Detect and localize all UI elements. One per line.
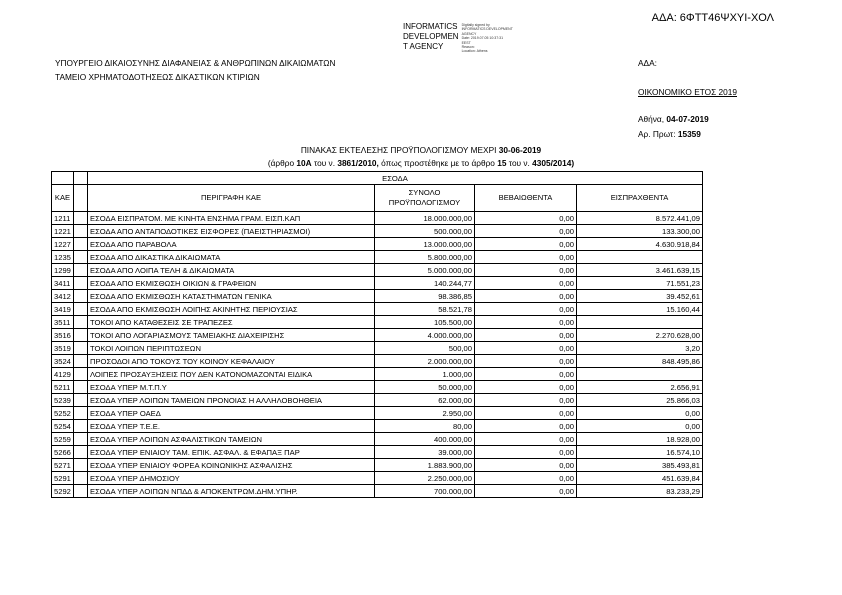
cell-kae: 5271 <box>52 459 74 472</box>
cell-kae: 3519 <box>52 342 74 355</box>
table-row <box>52 264 703 277</box>
cell-verified: 0,00 <box>475 355 577 368</box>
cell-verified: 0,00 <box>475 238 577 251</box>
cell-total-budget: 18.000.000,00 <box>375 212 475 225</box>
cell-description: ΕΣΟΔΑ ΥΠΕΡ ΛΟΙΠΩΝ ΤΑΜΕΙΩΝ ΠΡΟΝΟΙΑΣ Η ΑΛΛΗΛΟΒΟΗΘΕΙΑ <box>88 394 375 407</box>
cell-collected: 15.160,44 <box>577 303 703 316</box>
cell-blank <box>74 446 88 459</box>
cell-total-budget: 2.950,00 <box>375 407 475 420</box>
cell-description: ΠΡΟΣΟΔΟΙ ΑΠΟ ΤΟΚΟΥΣ ΤΟΥ ΚΟΙΝΟΥ ΚΕΦΑΛΑΙΟΥ <box>88 355 375 368</box>
cell-blank <box>74 316 88 329</box>
stamp-org-line: T AGENCY <box>403 42 444 51</box>
table-row <box>52 290 703 303</box>
table-row <box>52 342 703 355</box>
table-row <box>52 485 703 498</box>
table-row <box>52 238 703 251</box>
stamp-info-line: Location: Athens <box>461 49 488 54</box>
ada-code-top: ΑΔΑ: 6ΦΤΤ46ΨΧΥΙ-ΧΟΛ <box>651 12 774 24</box>
cell-description: ΤΟΚΟΙ ΑΠΟ ΛΟΓΑΡΙΑΣΜΟΥΣ ΤΑΜΕΙΑΚΗΣ ΔΙΑΧΕΙΡΙΣΗΣ <box>88 329 375 342</box>
header-blank-cell <box>74 172 88 185</box>
cell-blank <box>74 329 88 342</box>
date-label: Αθήνα, <box>638 114 665 124</box>
cell-verified: 0,00 <box>475 251 577 264</box>
cell-blank <box>74 381 88 394</box>
cell-verified: 0,00 <box>475 316 577 329</box>
cell-collected: 71.551,23 <box>577 277 703 290</box>
cell-description: ΕΣΟΔΑ ΥΠΕΡ ΕΝΙΑΙΟΥ ΤΑΜ. ΕΠΙΚ. ΑΣΦΑΛ. & ΕΦΑΠΑΞ ΠΑΡ <box>88 446 375 459</box>
cell-description: ΤΟΚΟΙ ΑΠΟ ΚΑΤΑΘΕΣΕΙΣ ΣΕ ΤΡΑΠΕΖΕΣ <box>88 316 375 329</box>
cell-kae: 3516 <box>52 329 74 342</box>
cell-total-budget: 400.000,00 <box>375 433 475 446</box>
table-row <box>52 225 703 238</box>
cell-verified: 0,00 <box>475 472 577 485</box>
date-value: 04-07-2019 <box>666 114 709 124</box>
cell-description: ΕΣΟΔΑ ΥΠΕΡ Τ.Ε.Ε. <box>88 420 375 433</box>
table-row <box>52 316 703 329</box>
cell-total-budget: 50.000,00 <box>375 381 475 394</box>
cell-collected: 0,00 <box>577 407 703 420</box>
cell-blank <box>74 485 88 498</box>
cell-description: ΕΣΟΔΑ ΑΠΟ ΔΙΚΑΣΤΙΚΑ ΔΙΚΑΙΩΜΑΤΑ <box>88 251 375 264</box>
cell-kae: 1299 <box>52 264 74 277</box>
table-row <box>52 212 703 225</box>
cell-verified: 0,00 <box>475 407 577 420</box>
cell-total-budget: 39.000,00 <box>375 446 475 459</box>
cell-blank <box>74 420 88 433</box>
cell-description: ΕΣΟΔΑ ΥΠΕΡ ΔΗΜΟΣΙΟΥ <box>88 472 375 485</box>
cell-blank <box>74 394 88 407</box>
digital-signature-stamp <box>403 22 513 54</box>
cell-total-budget: 500,00 <box>375 342 475 355</box>
cell-kae: 4129 <box>52 368 74 381</box>
table-row <box>52 251 703 264</box>
cell-total-budget: 1.000,00 <box>375 368 475 381</box>
cell-kae: 3411 <box>52 277 74 290</box>
cell-blank <box>74 277 88 290</box>
cell-collected: 8.572.441,09 <box>577 212 703 225</box>
protocol-line <box>638 129 701 139</box>
cell-total-budget: 58.521,78 <box>375 303 475 316</box>
cell-collected <box>577 251 703 264</box>
cell-kae: 5211 <box>52 381 74 394</box>
cell-blank <box>74 303 88 316</box>
cell-collected: 2.656,91 <box>577 381 703 394</box>
cell-collected: 25.866,03 <box>577 394 703 407</box>
table-row <box>52 446 703 459</box>
cell-kae: 5291 <box>52 472 74 485</box>
cell-blank <box>74 264 88 277</box>
cell-kae: 5252 <box>52 407 74 420</box>
col-header-kae: ΚΑΕ <box>52 185 74 212</box>
stamp-info-line: EEST <box>461 40 471 45</box>
col-header-verified: ΒΕΒΑΙΩΘΕΝΤΑ <box>475 185 577 212</box>
table-row <box>52 355 703 368</box>
cell-collected: 2.270.628,00 <box>577 329 703 342</box>
cell-kae: 5239 <box>52 394 74 407</box>
cell-total-budget: 105.500,00 <box>375 316 475 329</box>
cell-collected: 385.493,81 <box>577 459 703 472</box>
cell-total-budget: 2.250.000,00 <box>375 472 475 485</box>
fund-name: ΤΑΜΕΙΟ ΧΡΗΜΑΤΟΔΟΤΗΣΕΩΣ ΔΙΚΑΣΤΙΚΩΝ ΚΤΙΡΙΩΝ <box>55 72 260 82</box>
table-row <box>52 394 703 407</box>
cell-kae: 3412 <box>52 290 74 303</box>
ministry-name: ΥΠΟΥΡΓΕΙΟ ΔΙΚΑΙΟΣΥΝΗΣ ΔΙΑΦΑΝΕΙΑΣ & ΑΝΘΡΩΠΙΝΩΝ ΔΙΚΑΙΩΜΑΤΩΝ <box>55 58 336 68</box>
cell-total-budget: 13.000.000,00 <box>375 238 475 251</box>
cell-kae: 1211 <box>52 212 74 225</box>
document-title <box>0 145 842 155</box>
stamp-info-line: Digitally signed by <box>461 23 490 27</box>
cell-blank <box>74 433 88 446</box>
cell-description: ΤΟΚΟΙ ΛΟΙΠΩΝ ΠΕΡΙΠΤΩΣΕΩΝ <box>88 342 375 355</box>
cell-collected: 4.630.918,84 <box>577 238 703 251</box>
cell-kae: 1235 <box>52 251 74 264</box>
header-blank-cell <box>52 172 74 185</box>
table-row <box>52 407 703 420</box>
subtitle-article: 15 <box>497 158 507 168</box>
cell-total-budget: 1.883.900,00 <box>375 459 475 472</box>
section-header-row <box>52 172 703 185</box>
stamp-org-line: DEVELOPMEN <box>403 32 459 41</box>
table-row <box>52 459 703 472</box>
cell-blank <box>74 238 88 251</box>
cell-blank <box>74 342 88 355</box>
table-row <box>52 433 703 446</box>
cell-description: ΕΣΟΔΑ ΥΠΕΡ ΛΟΙΠΩΝ ΑΣΦΑΛΙΣΤΙΚΩΝ ΤΑΜΕΙΩΝ <box>88 433 375 446</box>
subtitle-article: 10Α <box>296 158 312 168</box>
subtitle-part: (άρθρο <box>267 158 295 168</box>
table-row <box>52 277 703 290</box>
stamp-info-line: Date: 2019.07.05 10:37:31 <box>461 36 504 41</box>
table-row <box>52 303 703 316</box>
cell-description: ΛΟΙΠΕΣ ΠΡΟΣΑΥΞΗΣΕΙΣ ΠΟΥ ΔΕΝ ΚΑΤΟΝΟΜΑΖΟΝΤΑΙ ΕΙΔΙΚΑ <box>88 368 375 381</box>
subtitle-law: 4305/2014) <box>532 158 575 168</box>
cell-verified: 0,00 <box>475 420 577 433</box>
cell-collected: 3,20 <box>577 342 703 355</box>
cell-total-budget: 62.000,00 <box>375 394 475 407</box>
cell-collected: 451.639,84 <box>577 472 703 485</box>
cell-description: ΕΣΟΔΑ ΥΠΕΡ ΛΟΙΠΩΝ ΝΠΔΔ & ΑΠΟΚΕΝΤΡΩΜ.ΔΗΜ.ΥΠΗΡ. <box>88 485 375 498</box>
stamp-info-line: Reason: <box>461 45 475 50</box>
section-header-revenue: ΕΣΟΔΑ <box>88 172 703 185</box>
col-header-total-budget: ΣΥΝΟΛΟ ΠΡΟΫΠΟΛΟΓΙΣΜΟΥ <box>375 185 475 212</box>
title-date: 30-06-2019 <box>498 145 542 155</box>
cell-blank <box>74 212 88 225</box>
cell-verified: 0,00 <box>475 303 577 316</box>
cell-verified: 0,00 <box>475 381 577 394</box>
cell-blank <box>74 225 88 238</box>
cell-blank <box>74 407 88 420</box>
col-header-description: ΠΕΡΙΓΡΑΦΗ ΚΑΕ <box>88 185 375 212</box>
table-row <box>52 368 703 381</box>
cell-total-budget: 2.000.000,00 <box>375 355 475 368</box>
table-row <box>52 472 703 485</box>
cell-total-budget: 700.000,00 <box>375 485 475 498</box>
budget-execution-table <box>51 171 703 498</box>
cell-verified: 0,00 <box>475 277 577 290</box>
cell-description: ΕΣΟΔΑ ΑΠΟ ΕΚΜΙΣΘΩΣΗ ΟΙΚΙΩΝ & ΓΡΑΦΕΙΩΝ <box>88 277 375 290</box>
protocol-value: 15359 <box>677 129 701 139</box>
cell-verified: 0,00 <box>475 459 577 472</box>
cell-total-budget: 80,00 <box>375 420 475 433</box>
cell-description: ΕΣΟΔΑ ΥΠΕΡ ΟΑΕΔ <box>88 407 375 420</box>
cell-description: ΕΣΟΔΑ ΥΠΕΡ ΕΝΙΑΙΟΥ ΦΟΡΕΑ ΚΟΙΝΩΝΙΚΗΣ ΑΣΦΑΛΙΣΗΣ <box>88 459 375 472</box>
stamp-organization <box>403 22 459 54</box>
cell-collected: 3.461.639,15 <box>577 264 703 277</box>
stamp-info-line: AGENCY <box>461 31 477 36</box>
cell-total-budget: 140.244,77 <box>375 277 475 290</box>
cell-kae: 1221 <box>52 225 74 238</box>
cell-verified: 0,00 <box>475 329 577 342</box>
cell-blank <box>74 472 88 485</box>
cell-verified: 0,00 <box>475 212 577 225</box>
cell-collected: 0,00 <box>577 420 703 433</box>
ada-label: ΑΔΑ: <box>638 58 657 68</box>
cell-kae: 3419 <box>52 303 74 316</box>
date-line <box>638 114 709 124</box>
cell-blank <box>74 355 88 368</box>
subtitle-part: όπως προστέθηκε με το άρθρο <box>381 158 495 168</box>
cell-description: ΕΣΟΔΑ ΑΠΟ ΛΟΙΠΑ ΤΕΛΗ & ΔΙΚΑΙΩΜΑΤΑ <box>88 264 375 277</box>
cell-verified: 0,00 <box>475 264 577 277</box>
cell-description: ΕΣΟΔΑ ΕΙΣΠΡΑΤΟΜ. ΜΕ ΚΙΝΗΤΑ ΕΝΣΗΜΑ ΓΡΑΜ. ΕΙΣΠ.ΚΑΠ <box>88 212 375 225</box>
cell-total-budget: 5.000.000,00 <box>375 264 475 277</box>
cell-total-budget: 4.000.000,00 <box>375 329 475 342</box>
cell-description: ΕΣΟΔΑ ΑΠΟ ΕΚΜΙΣΘΩΣΗ ΚΑΤΑΣΤΗΜΑΤΩΝ ΓΕΝΙΚΑ <box>88 290 375 303</box>
cell-description: ΕΣΟΔΑ ΑΠΟ ΕΚΜΙΣΘΩΣΗ ΛΟΙΠΗΣ ΑΚΙΝΗΤΗΣ ΠΕΡΙΟΥΣΙΑΣ <box>88 303 375 316</box>
cell-description: ΕΣΟΔΑ ΑΠΟ ΑΝΤΑΠΟΔΟΤΙΚΕΣ ΕΙΣΦΟΡΕΣ (ΠΑΕΙΣΤΗΡΙΑΣΜΟΙ) <box>88 225 375 238</box>
col-header-collected: ΕΙΣΠΡΑΧΘΕΝΤΑ <box>577 185 703 212</box>
cell-verified: 0,00 <box>475 394 577 407</box>
cell-collected <box>577 316 703 329</box>
cell-verified: 0,00 <box>475 342 577 355</box>
table-row <box>52 381 703 394</box>
stamp-info-line: INFORMATICS DEVELOPMENT <box>461 27 513 32</box>
cell-kae: 5266 <box>52 446 74 459</box>
cell-kae: 3511 <box>52 316 74 329</box>
cell-verified: 0,00 <box>475 433 577 446</box>
stamp-org-line: INFORMATICS <box>403 22 458 31</box>
cell-kae: 5259 <box>52 433 74 446</box>
cell-verified: 0,00 <box>475 485 577 498</box>
header-blank-cell <box>74 185 88 212</box>
table-row <box>52 420 703 433</box>
cell-verified: 0,00 <box>475 446 577 459</box>
subtitle-law: 3861/2010, <box>337 158 379 168</box>
protocol-label: Αρ. Πρωτ: <box>638 129 676 139</box>
cell-collected: 16.574,10 <box>577 446 703 459</box>
cell-collected: 83.233,29 <box>577 485 703 498</box>
cell-description: ΕΣΟΔΑ ΥΠΕΡ Μ.Τ.Π.Υ <box>88 381 375 394</box>
cell-kae: 5254 <box>52 420 74 433</box>
fiscal-year: ΟΙΚΟΝΟΜΙΚΟ ΕΤΟΣ 2019 <box>638 87 737 97</box>
cell-blank <box>74 251 88 264</box>
cell-collected: 18.928,00 <box>577 433 703 446</box>
table-row <box>52 329 703 342</box>
cell-verified: 0,00 <box>475 290 577 303</box>
document-subtitle <box>0 158 842 168</box>
cell-verified: 0,00 <box>475 368 577 381</box>
cell-kae: 3524 <box>52 355 74 368</box>
column-header-row <box>52 185 703 212</box>
cell-collected: 39.452,61 <box>577 290 703 303</box>
table-body <box>52 212 703 498</box>
cell-collected: 133.300,00 <box>577 225 703 238</box>
cell-collected: 848.495,86 <box>577 355 703 368</box>
cell-total-budget: 500.000,00 <box>375 225 475 238</box>
cell-description: ΕΣΟΔΑ ΑΠΟ ΠΑΡΑΒΟΛΑ <box>88 238 375 251</box>
cell-kae: 1227 <box>52 238 74 251</box>
cell-kae: 5292 <box>52 485 74 498</box>
subtitle-part: του ν. <box>313 158 336 168</box>
cell-total-budget: 5.800.000,00 <box>375 251 475 264</box>
cell-blank <box>74 459 88 472</box>
cell-collected <box>577 368 703 381</box>
cell-blank <box>74 290 88 303</box>
subtitle-part: του ν. <box>508 158 530 168</box>
cell-verified: 0,00 <box>475 225 577 238</box>
title-prefix: ΠΙΝΑΚΑΣ ΕΚΤΕΛΕΣΗΣ ΠΡΟΫΠΟΛΟΓΙΣΜΟΥ ΜΕΧΡΙ <box>300 145 497 155</box>
cell-blank <box>74 368 88 381</box>
stamp-details <box>462 23 513 54</box>
cell-total-budget: 98.386,85 <box>375 290 475 303</box>
